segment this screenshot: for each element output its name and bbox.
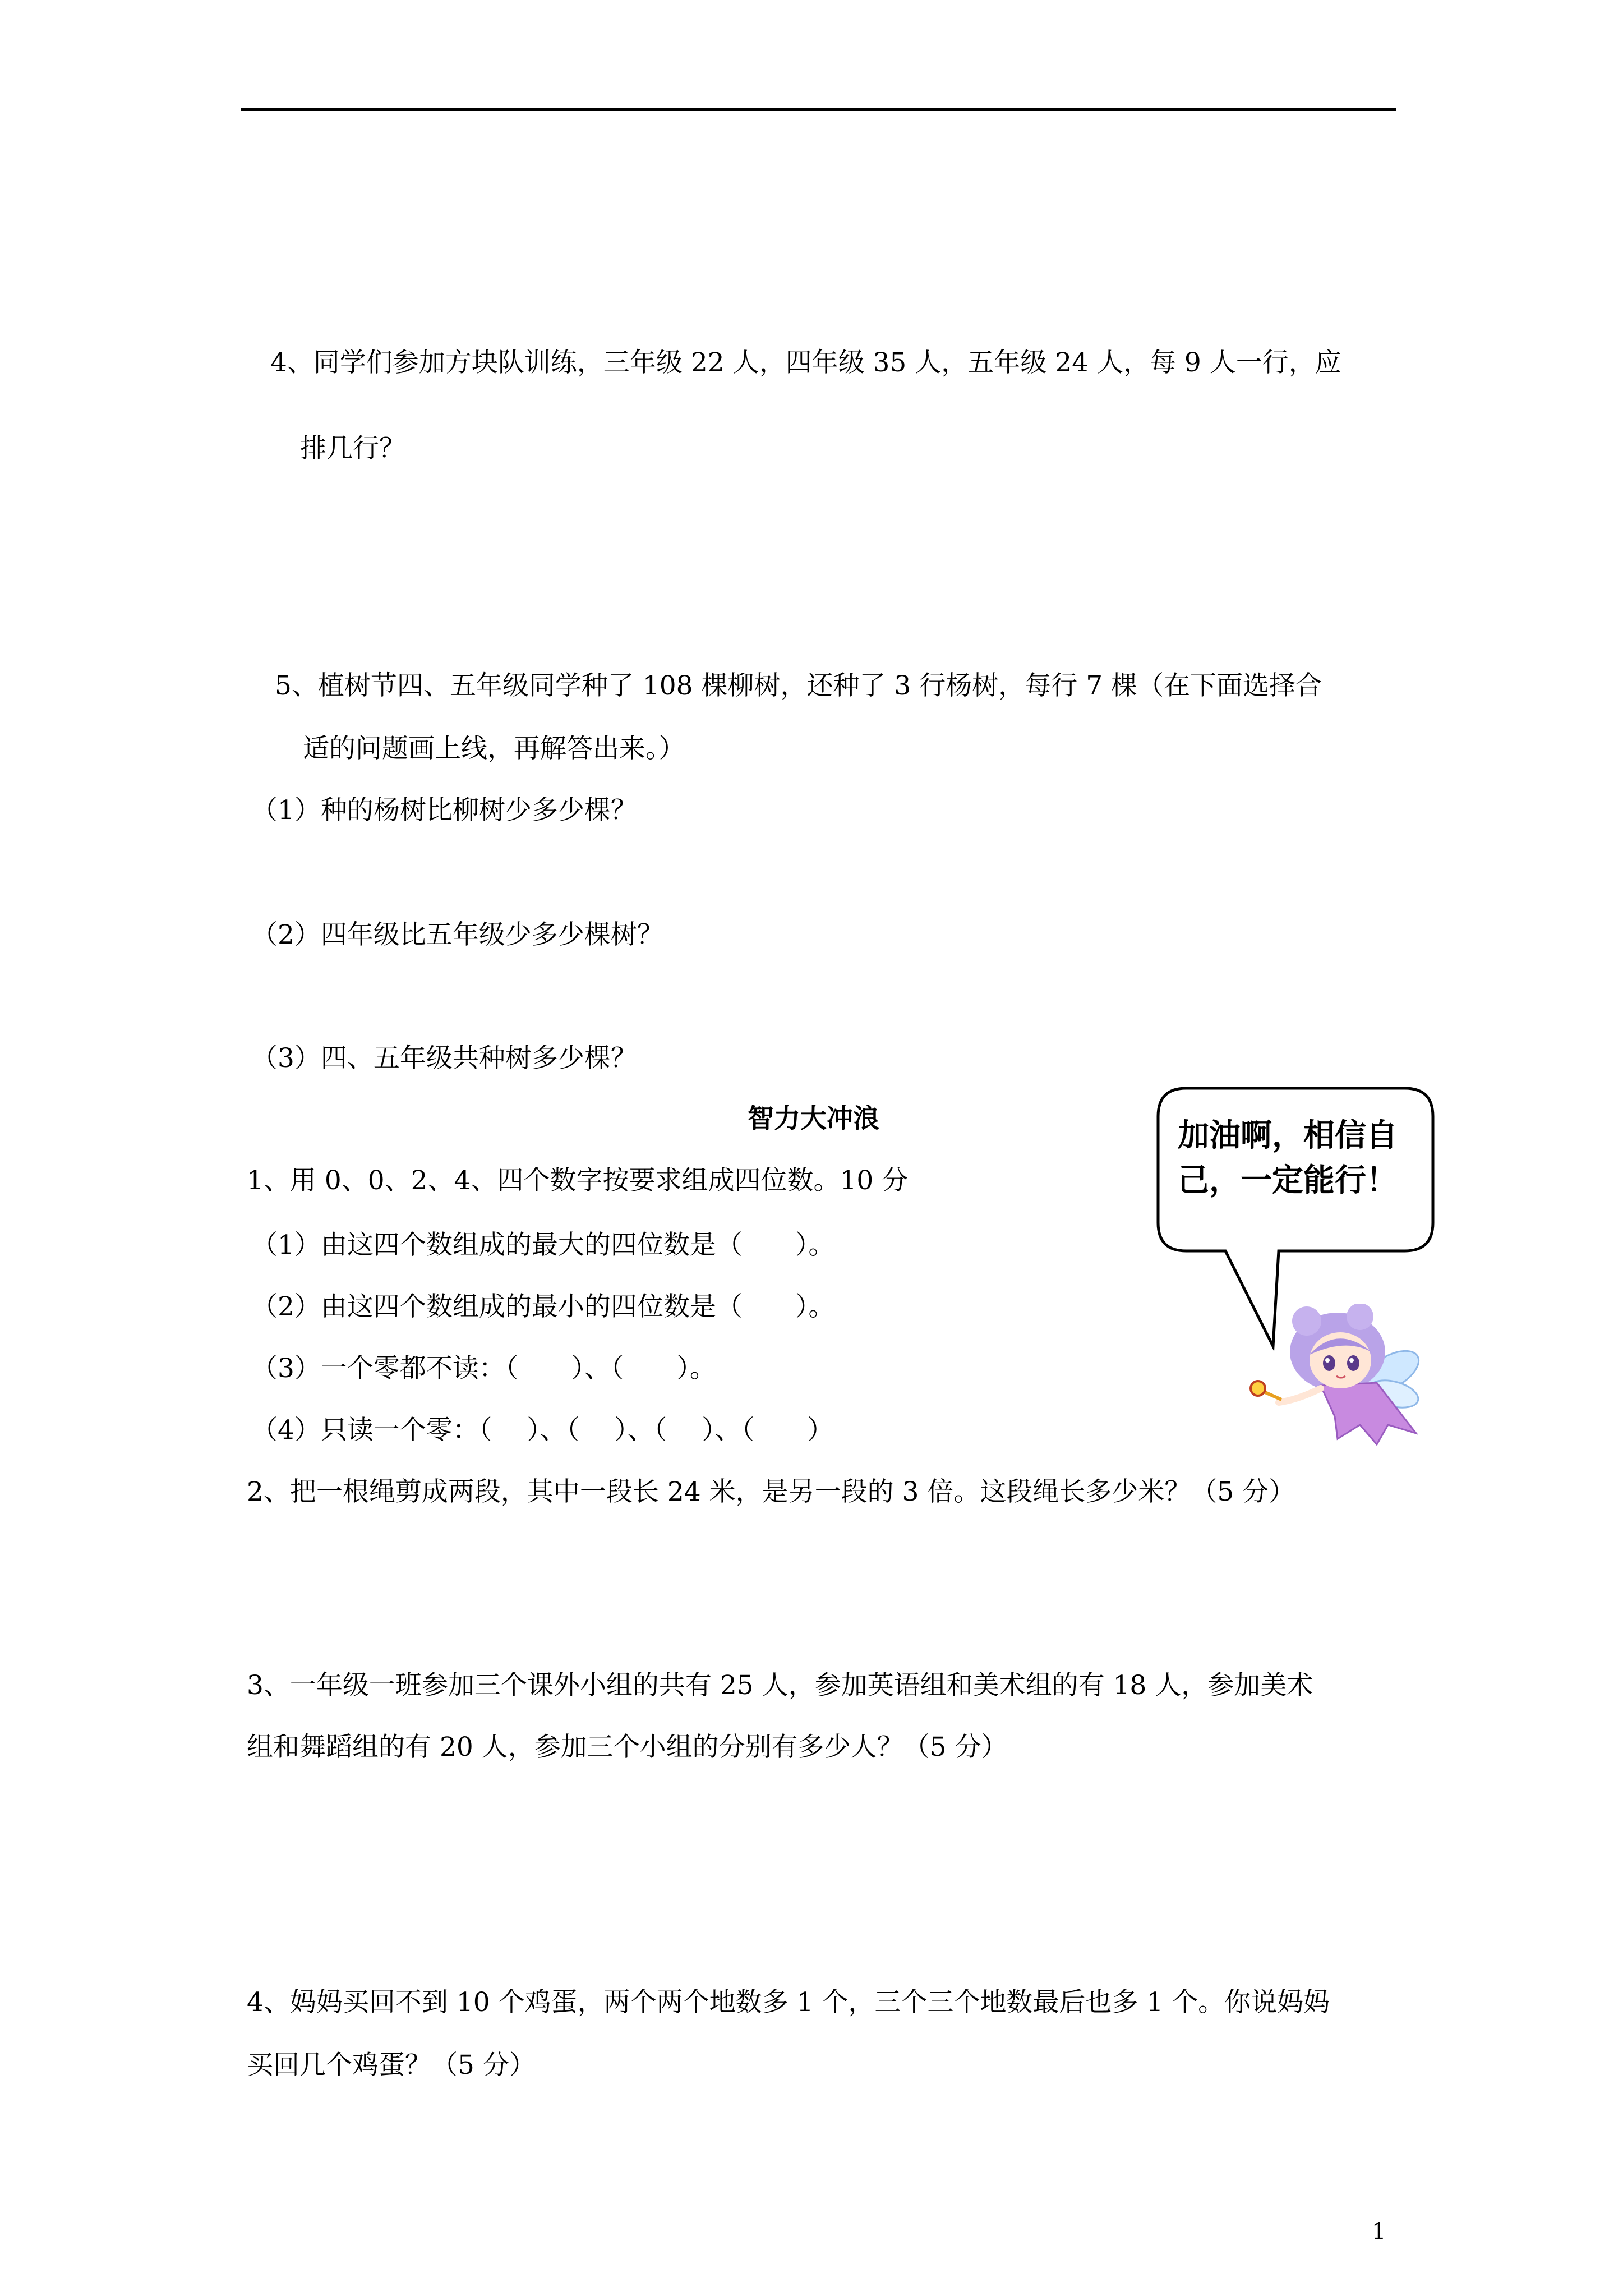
section-a-q5-sub3: （3）四、五年级共种树多少棵？ <box>251 1043 637 1074</box>
section-a-q5-line2: 适的问题画上线，再解答出来。） <box>303 733 685 764</box>
section-a-q4-line2: 排几行？ <box>300 433 405 464</box>
section-a-q5-line1: 5、植树节四、五年级同学种了 108 棵柳树，还种了 3 行杨树，每行 7 棵（在下面选择合 <box>275 670 1322 701</box>
section-b-q1-sub2: （2）由这四个数组成的最小的四位数是（ ）。 <box>251 1291 835 1322</box>
section-a-q5-sub1: （1）种的杨树比柳树少多少棵？ <box>251 795 637 826</box>
section-a-q5-sub2: （2）四年级比五年级少多少棵树？ <box>251 919 663 950</box>
section-b-q1-sub4: （4）只读一个零：（ ）、（ ）、（ ）、（ ） <box>251 1415 834 1446</box>
section-b-q3-line2: 组和舞蹈组的有 20 人，参加三个小组的分别有多少人？（5 分） <box>247 1732 1008 1763</box>
section-b-q1: 1、用 0、0、2、4、四个数字按要求组成四位数。10 分 <box>247 1165 909 1196</box>
section-b-q4-line2: 买回几个鸡蛋？（5 分） <box>247 2050 536 2081</box>
section-b-title: 智力大冲浪 <box>748 1103 879 1134</box>
section-b-q4-line1: 4、妈妈买回不到 10 个鸡蛋，两个两个地数多 1 个，三个三个地数最后也多 1 个。你说妈妈 <box>247 1987 1330 2018</box>
speech-bubble-text: 加油啊，相信自己，一定能行！ <box>1178 1117 1398 1199</box>
section-b-q1-sub1: （1）由这四个数组成的最大的四位数是（ ）。 <box>251 1230 835 1260</box>
page-number: 1 <box>1372 2219 1386 2244</box>
fairy-mascot-icon <box>1248 1304 1436 1456</box>
section-b-q3-line1: 3、一年级一班参加三个课外小组的共有 25 人，参加英语组和美术组的有 18 人，参加美术 <box>247 1670 1313 1701</box>
section-b-q2: 2、把一根绳剪成两段，其中一段长 24 米，是另一段的 3 倍。这段绳长多少米？（5 分） <box>247 1476 1295 1507</box>
section-a-q4-line1: 4、同学们参加方块队训练，三年级 22 人，四年级 35 人，五年级 24 人，每 9 人一行，应 <box>270 347 1341 378</box>
header-rule <box>241 108 1396 111</box>
section-b-q1-sub3: （3）一个零都不读：（ ）、（ ）。 <box>251 1353 716 1384</box>
